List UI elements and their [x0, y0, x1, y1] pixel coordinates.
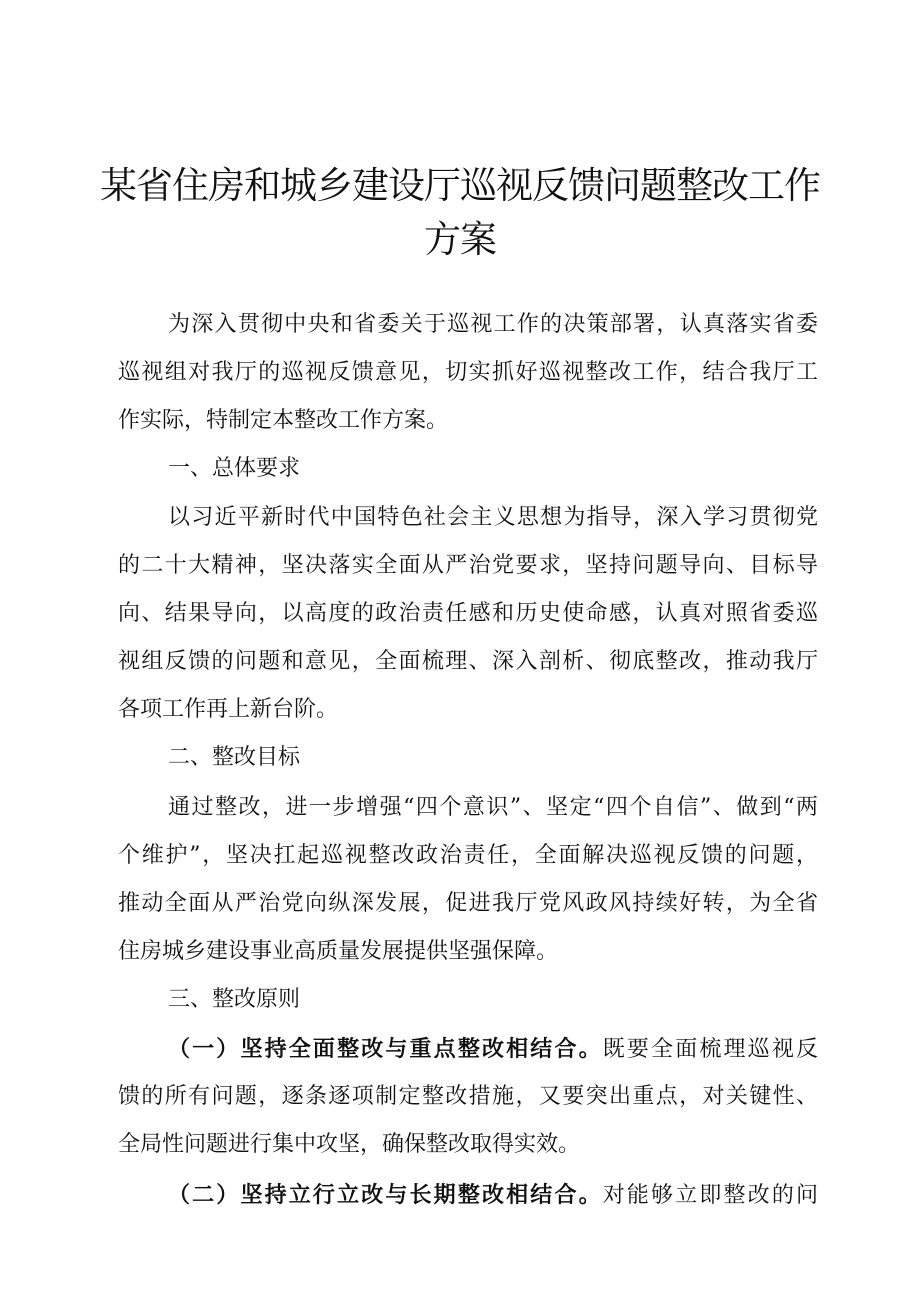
section-1-heading: 一、总体要求: [168, 456, 301, 481]
document-title-line-1: 某省住房和城乡建设厅巡视反馈问题整改工作: [100, 164, 820, 207]
section-1-line-4: 视组反馈的问题和意见，全面梳理、深入剖析、彻底整改，推动我厅: [118, 649, 818, 674]
section-1-line-2: 的二十大精神，坚决落实全面从严治党要求，坚持问题导向、目标导: [118, 553, 818, 578]
principle-2-line-1: [168, 1180, 818, 1211]
section-1-line-3: 向、结果导向，以高度的政治责任感和历史使命感，认真对照省委巡: [118, 601, 818, 626]
section-1-line-5: 各项工作再上新台阶。: [118, 697, 339, 722]
principle-1-title: （一）坚持全面整改与重点整改相结合。: [168, 1036, 603, 1062]
principle-1-line-3: 全局性问题进行集中攻坚，确保整改取得实效。: [118, 1132, 581, 1157]
section-2-line-2: 个维护”，坚决扛起巡视整改政治责任，全面解决巡视反馈的问题，: [118, 843, 818, 868]
principle-2-title: （二）坚持立行立改与长期整改相结合。: [168, 1182, 603, 1208]
principle-2-text: 对能够立即整改的问: [602, 1183, 818, 1208]
principle-1-line-1: [168, 1034, 818, 1065]
intro-line-3: 作实际，特制定本整改工作方案。: [118, 408, 449, 433]
intro-line-2: 巡视组对我厅的巡视反馈意见，切实抓好巡视整改工作，结合我厅工: [118, 360, 818, 385]
principle-1-line-2: 馈的所有问题，逐条逐项制定整改措施，又要突出重点，对关键性、: [118, 1084, 818, 1109]
principle-1-text: 既要全面梳理巡视反: [602, 1037, 818, 1062]
section-2-heading: 二、整改目标: [168, 745, 301, 770]
document-title-line-2: 方案: [424, 218, 496, 261]
section-2-line-3: 推动全面从严治党向纵深发展，促进我厅党风政风持续好转，为全省: [118, 891, 818, 916]
section-1-line-1: 以习近平新时代中国特色社会主义思想为指导，深入学习贯彻党: [168, 505, 818, 530]
section-2-line-1: 通过整改，进一步增强“四个意识”、坚定“四个自信”、做到“两: [168, 795, 818, 820]
section-3-heading: 三、整改原则: [168, 987, 301, 1012]
intro-line-1: 为深入贯彻中央和省委关于巡视工作的决策部署，认真落实省委: [168, 312, 818, 337]
section-2-line-4: 住房城乡建设事业高质量发展提供坚强保障。: [118, 939, 559, 964]
